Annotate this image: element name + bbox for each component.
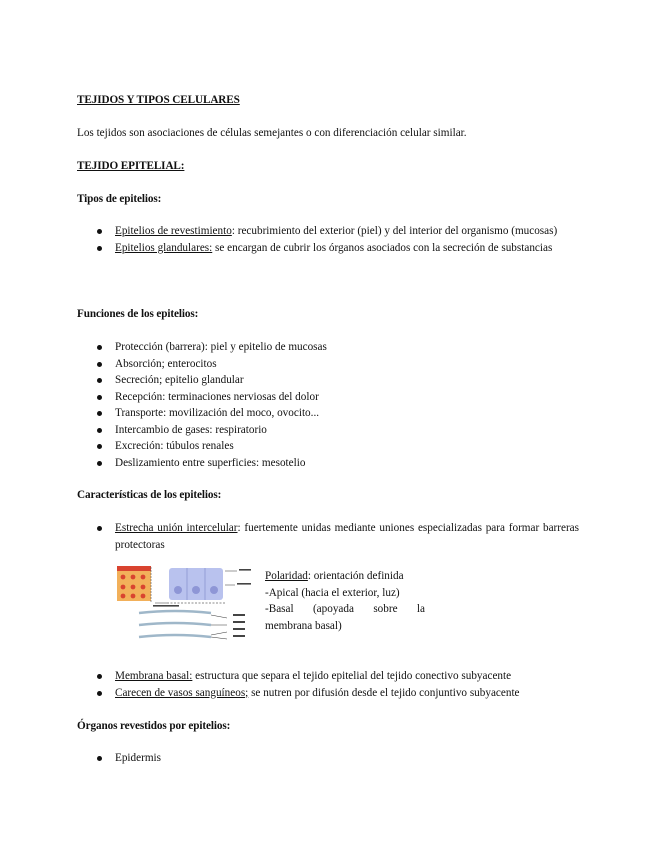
tissue-cells	[117, 571, 151, 601]
definition: : recubrimiento del exterior (piel) y del interior del organismo (mucosas)	[231, 225, 558, 237]
term: Epitelios de revestimiento	[115, 225, 232, 237]
definition: se encargan de cubrir los órganos asociados con la secreción de substancias	[212, 241, 553, 254]
list-item	[77, 240, 579, 257]
definition: : fuertemente unidas mediante uniones especializadas para formar barreras protectoras	[115, 522, 579, 551]
list-item: Deslizamiento entre superficies: mesotelio	[77, 455, 579, 472]
basal-line: -Basal (apoyada sobre la membrana basal)	[265, 603, 425, 632]
term: Epitelios glandulares:	[115, 241, 213, 254]
list-item: Recepción: terminaciones nerviosas del dolor	[77, 389, 579, 406]
organos-heading: Órganos revestidos por epitelios:	[77, 720, 231, 732]
polaridad-line	[265, 568, 425, 585]
columnar-cells	[169, 568, 223, 600]
list-item: Excreción: túbulos renales	[77, 438, 579, 455]
apical-line: -Apical (hacia el exterior, luz)	[265, 586, 400, 599]
epithelium-diagram	[115, 563, 261, 647]
polaridad-term: Polaridad	[265, 570, 308, 582]
polaridad-block	[265, 568, 425, 634]
organos-list	[77, 750, 579, 767]
list-item	[77, 685, 579, 702]
list-item: Protección (barrera): piel y epitelio de mucosas	[77, 339, 579, 356]
section-heading: TEJIDO EPITELIAL:	[77, 160, 185, 172]
term: Estrecha unión intercelular	[115, 522, 238, 534]
definition: estructura que separa el tejido epitelial del tejido conectivo subyacente	[192, 670, 512, 682]
definition: se nutren por difusión desde el tejido conjuntivo subyacente	[248, 686, 520, 699]
intro-paragraph: Los tejidos son asociaciones de células semejantes o con diferenciación celular similar.	[77, 127, 467, 139]
polaridad-definition: : orientación definida	[307, 570, 404, 582]
tipos-heading: Tipos de epitelios:	[77, 193, 162, 205]
page-title: TEJIDOS Y TIPOS CELULARES	[77, 94, 240, 106]
funciones-list	[77, 339, 579, 471]
caracteristicas-heading: Características de los epitelios:	[77, 489, 222, 501]
cell-band	[117, 566, 151, 571]
basal-layers	[139, 611, 211, 637]
list-item	[77, 223, 579, 240]
list-item: Epidermis	[77, 750, 579, 767]
list-item: Secreción; epitelio glandular	[77, 372, 579, 389]
term: Membrana basal:	[115, 670, 193, 682]
funciones-heading: Funciones de los epitelios:	[77, 308, 199, 320]
list-item: Intercambio de gases: respiratorio	[77, 422, 579, 439]
list-item	[77, 668, 579, 685]
list-item: Absorción; enterocitos	[77, 356, 579, 373]
list-item	[77, 520, 579, 553]
tipos-list	[77, 223, 579, 256]
caracteristicas-list-2	[77, 668, 579, 701]
term: Carecen de vasos sanguíneos;	[115, 686, 249, 699]
caracteristicas-list	[77, 520, 579, 553]
list-item: Transporte: movilización del moco, ovocito...	[77, 405, 579, 422]
